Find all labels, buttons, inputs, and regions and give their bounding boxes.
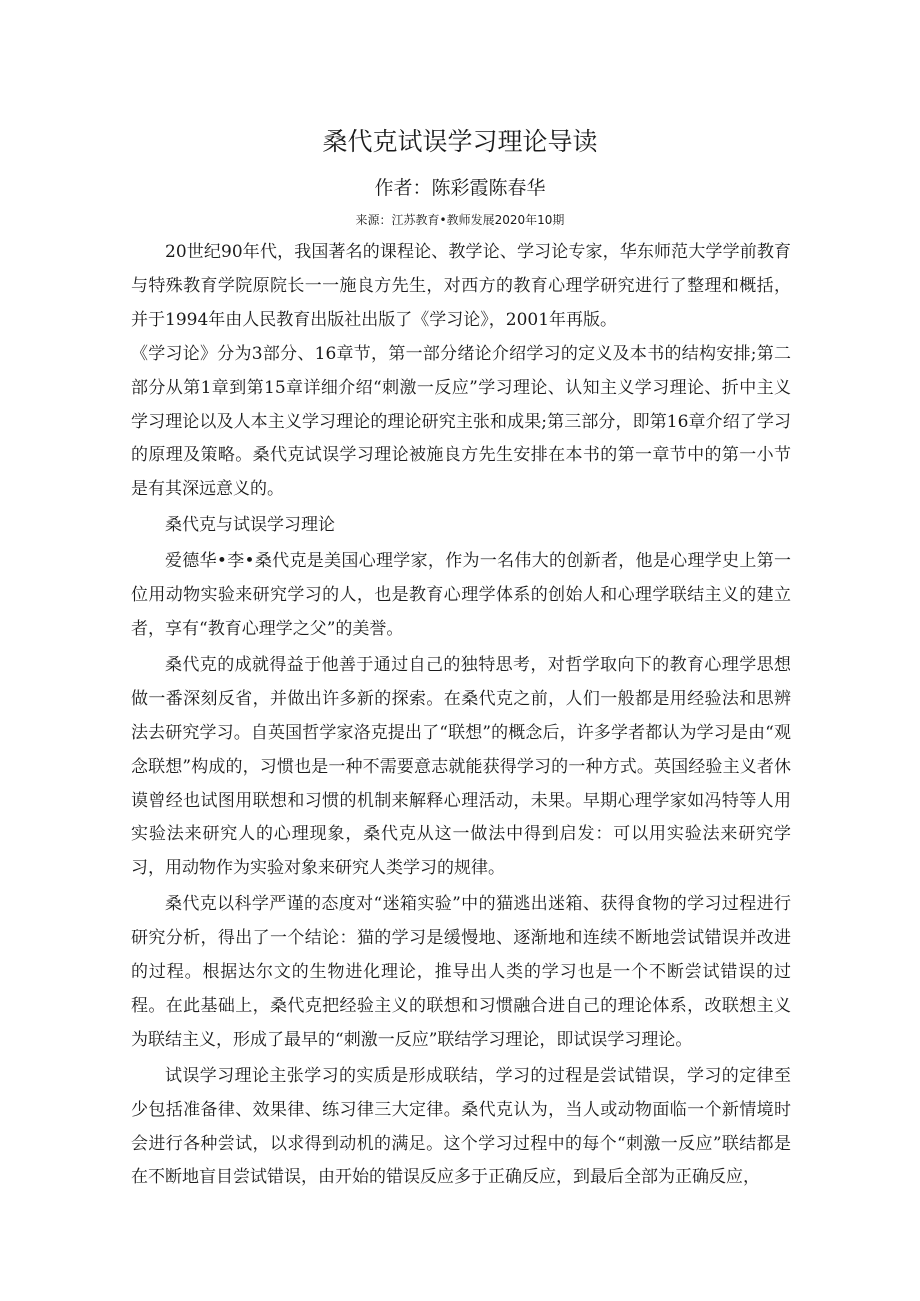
section-heading: 桑代克与试误学习理论	[165, 515, 335, 536]
document-title: 桑代克试误学习理论导读	[322, 127, 598, 156]
paragraph: 试误学习理论主张学习的实质是形成联结，学习的过程是尝试错误，学习的定律至少包括准备律、效果律、练习律三大定律。桑代克认为，当人或动物面临一个新情境时会进行各种尝试，以求得到动机的满足。这个学习过程中的每个“刺激一反应”联结都是在不断地盲目尝试错误，由开始的错误反应多于正确反应，到最后全部为正确反应，	[131, 1065, 791, 1188]
paragraph: 《学习论》分为3部分、16章节，第一部分绪论介绍学习的定义及本书的结构安排;第二部分从第1章到第15章详细介绍“刺激一反应”学习理论、认知主义学习理论、折中主义学习理论以及人本主义学习理论的理论研究主张和成果;第三部分，即第16章介绍了学习的原理及策略。桑代克试误学习理论被施良方先生安排在本书的第一章节中的第一小节是有其深远意义的。	[131, 343, 791, 500]
paragraph: 桑代克以科学严谨的态度对“迷箱实验”中的猫逃出迷箱、获得食物的学习过程进行研究分析，得出了一个结论：猫的学习是缓慢地、逐渐地和连续不断地尝试错误并改进的过程。根据达尔文的生物进化理论，推导出人类的学习也是一个不断尝试错误的过程。在此基础上，桑代克把经验主义的联想和习惯融合进自己的理论体系，改联想主义为联结主义，形成了最早的“刺激一反应”联结学习理论，即试误学习理论。	[131, 894, 791, 1050]
source-line: 来源：江苏教育•教师发展2020年10期	[355, 213, 565, 227]
paragraph: 爱德华•李•桑代克是美国心理学家，作为一名伟大的创新者，他是心理学史上第一位用动物实验来研究学习的人，也是教育心理学体系的创始人和心理学联结主义的建立者，享有“教育心理学之父”的美誉。	[131, 551, 791, 639]
paragraph: 20世纪90年代，我国著名的课程论、教学论、学习论专家，华东师范大学学前教育与特殊教育学院原院长一一施良方先生，对西方的教育心理学研究进行了整理和概括，并于1994年由人民教育出版社出版了《学习论》，2001年再版。	[131, 242, 791, 330]
article-body	[131, 236, 791, 1195]
author-line: 作者：陈彩霞陈春华	[374, 177, 546, 199]
paragraph: 桑代克的成就得益于他善于通过自己的独特思考，对哲学取向下的教育心理学思想做一番深刻反省，并做出许多新的探索。在桑代克之前，人们一般都是用经验法和思辨法去研究学习。自英国哲学家洛克提出了“联想”的概念后，许多学者都认为学习是由“观念联想”构成的，习惯也是一种不需要意志就能获得学习的一种方式。英国经验主义者休谟曾经也试图用联想和习惯的机制来解释心理活动，未果。早期心理学家如冯特等人用实验法来研究人的心理现象，桑代克从这一做法中得到启发：可以用实验法来研究学习，用动物作为实验对象来研究人类学习的规律。	[131, 654, 791, 879]
